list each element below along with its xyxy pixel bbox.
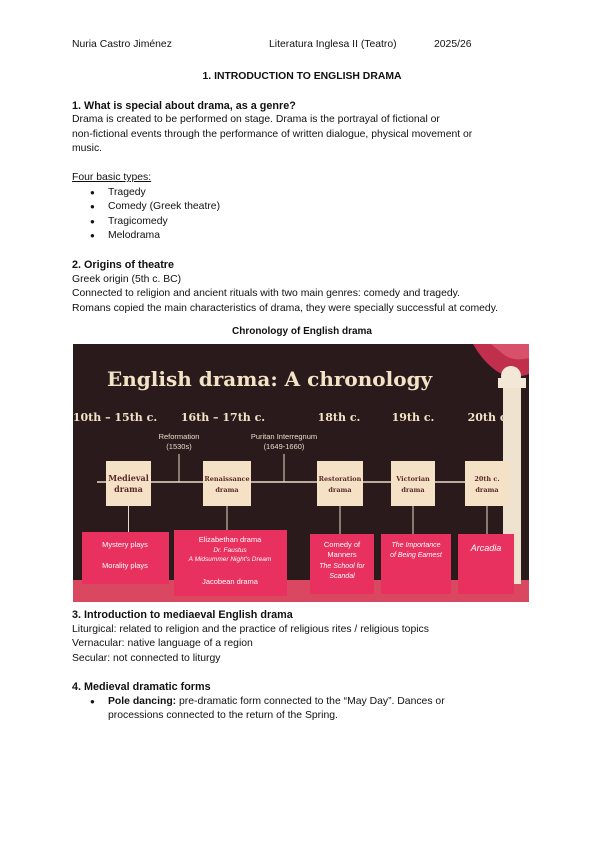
section-3-heading: 3. Introduction to mediaeval English drama [72, 608, 293, 621]
form-term: Pole dancing: [108, 695, 177, 707]
work-label: of Being Earnest [390, 551, 442, 559]
work-label: The Importance [391, 541, 441, 549]
chronology-graphic [73, 344, 529, 602]
list-item: ● Tragedy [90, 186, 532, 201]
period-label: drama [401, 485, 425, 494]
section-3-line: Secular: not connected to liturgy [72, 652, 221, 664]
work-label: Morality plays [102, 560, 148, 570]
century-label: 10th – 15th c. [73, 410, 158, 424]
section-4-heading: 4. Medieval dramatic forms [72, 681, 211, 694]
page-header [72, 38, 532, 52]
period-label: Victorian [396, 474, 430, 483]
period-label: drama [475, 485, 499, 494]
document-title: 1. INTRODUCTION TO ENGLISH DRAMA [202, 71, 402, 82]
period-label: drama [114, 483, 143, 494]
century-label: 20th c. [467, 410, 511, 424]
work-label: Elizabethan drama [198, 534, 262, 544]
section-2-line: Romans copied the main characteristics of drama, they were specially successful at comedy. [72, 302, 499, 314]
chronology-figure [73, 344, 529, 602]
section-3-line: Liturgical: related to religion and the practice of religious rites / religious topics [72, 623, 429, 635]
century-label: 18th c. [317, 410, 361, 424]
period-box [391, 461, 435, 506]
figure-caption: Chronology of English drama [231, 326, 372, 338]
section-1-heading: 1. What is special about drama, as a genre? [72, 99, 296, 112]
period-label: drama [328, 485, 352, 494]
list-item: ● Tragicomedy [90, 215, 532, 230]
figure-title: English drama: A chronology [107, 366, 433, 391]
century-label: 16th – 17th c. [180, 410, 266, 424]
period-box [465, 461, 509, 506]
list-item: ● Comedy (Greek theatre) [90, 200, 532, 215]
period-label: 20th c. [474, 474, 500, 483]
section-1-line: music. [72, 143, 103, 155]
century-label: 19th c. [391, 410, 435, 424]
period-label: Medieval [108, 472, 149, 483]
section-2-line: Connected to religion and ancient rituals with two main genres: comedy and tragedy. [72, 288, 460, 300]
types-list [90, 186, 532, 244]
work-label: Arcadia [470, 542, 502, 553]
work-label: Jacobean drama [202, 576, 258, 586]
form-description: pre-dramatic form connected to the “May Day”. Dances or [176, 695, 445, 707]
section-1-line: non-fictional events through the performance of written dialogue, physical movement or [72, 128, 473, 140]
section-1-line: Drama is created to be performed on stage. Drama is the portrayal of fictional or [72, 114, 440, 126]
work-label: A Midsummer Night's Dream [188, 555, 272, 563]
header-course: Literatura Inglesa II (Teatro) [269, 39, 397, 50]
work-label: Manners [327, 549, 357, 559]
section-2-heading: 2. Origins of theatre [72, 258, 174, 271]
types-label: Four basic types: [72, 171, 152, 183]
header-author: Nuria Castro Jiménez [72, 39, 172, 50]
event-label: Puritan Interregnum [250, 431, 318, 441]
document-body [72, 70, 532, 724]
work-label: Scandal [329, 572, 355, 580]
column-ornament-icon [501, 366, 521, 386]
section-2-line: Greek origin (5th c. BC) [72, 273, 182, 285]
event-date: (1530s) [166, 441, 192, 451]
list-item [90, 695, 532, 724]
event-date: (1649-1660) [263, 441, 305, 451]
section-3-line: Vernacular: native language of a region [72, 638, 253, 650]
work-label: Comedy of [323, 539, 361, 549]
form-description-continued: processions connected to the return of the Spring. [108, 710, 338, 722]
event-label: Reformation [158, 431, 200, 441]
work-label: The School for [319, 562, 365, 570]
list-item: ● Melodrama [90, 229, 532, 244]
forms-list [90, 695, 532, 724]
period-box [317, 461, 363, 506]
work-label: Dr. Faustus [213, 546, 247, 554]
period-box [203, 461, 251, 506]
header-year: 2025/26 [434, 39, 472, 50]
work-label: Mystery plays [102, 539, 148, 549]
period-label: Restoration [318, 474, 362, 483]
period-label: drama [215, 485, 239, 494]
period-label: Renaissance [204, 474, 250, 483]
